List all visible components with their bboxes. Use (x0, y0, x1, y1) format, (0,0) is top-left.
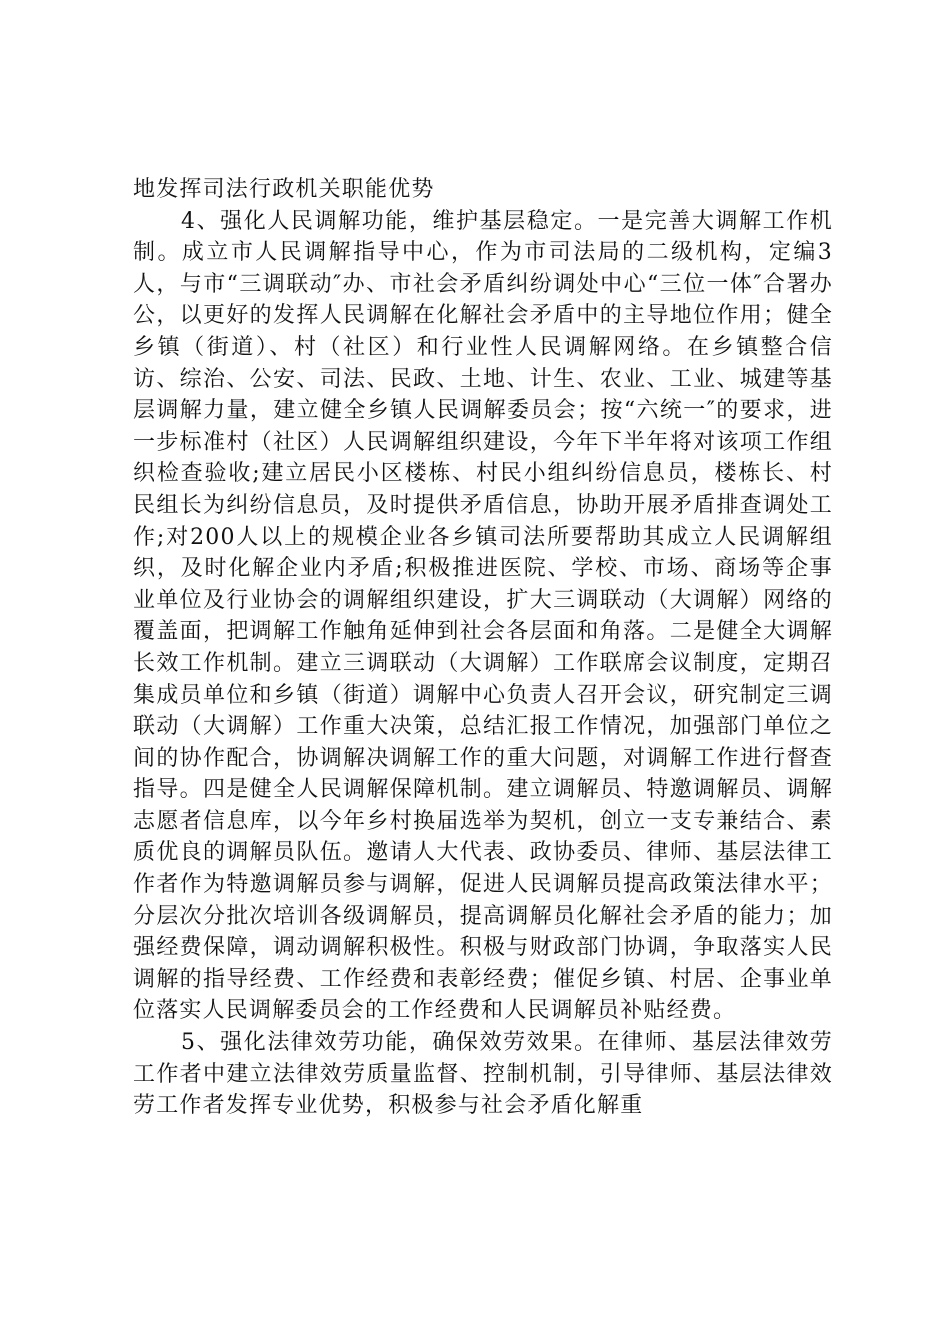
paragraph-legal-service: 5、强化法律效劳功能，确保效劳效果。在律师、基层法律效劳工作者中建立法律效劳质量监督、控制机制，引导律师、基层法律效劳工作者发挥专业优势，积极参与社会矛盾化解重 (133, 1030, 833, 1119)
document-body (133, 174, 833, 1122)
paragraph-mediation: 4、强化人民调解功能，维护基层稳定。一是完善大调解工作机制。成立市人民调解指导中心，作为市司法局的二级机构，定编3人，与市“三调联动″办、市社会矛盾纠纷调处中心“三位一体″合署办公，以更好的发挥人民调解在化解社会矛盾中的主导地位作用；健全乡镇（街道）、村（社区）和行业性人民调解网络。在乡镇整合信访、综治、公安、司法、民政、土地、计生、农业、工业、城建等基层调解力量，建立健全乡镇人民调解委员会；按“六统一″的要求，进一步标准村（社区）人民调解组织建设，今年下半年将对该项工作组织检查验收;建立居民小区楼栋、村民小组纠纷信息员，楼栋长、村民组长为纠纷信息员，及时提供矛盾信息，协助开展矛盾排查调处工作;对200人以上的规模企业各乡镇司法所要帮助其成立人民调解组织，及时化解企业内矛盾;积极推进医院、学校、市场、商场等企事业单位及行业协会的调解组织建设，扩大三调联动（大调解）网络的覆盖面，把调解工作触角延伸到社会各层面和角落。二是健全大调解长效工作机制。建立三调联动（大调解）工作联席会议制度，定期召集成员单位和乡镇（街道）调解中心负责人召开会议，研究制定三调联动（大调解）工作重大决策，总结汇报工作情况，加强部门单位之间的协作配合，协调解决调解工作的重大问题，对调解工作进行督查指导。四是健全人民调解保障机制。建立调解员、特邀调解员、调解志愿者信息库，以今年乡村换届选举为契机，创立一支专兼结合、素质优良的调解员队伍。邀请人大代表、政协委员、律师、基层法律工作者作为特邀调解员参与调解，促进人民调解员提高政策法律水平；分层次分批次培训各级调解员，提高调解员化解社会矛盾的能力；加强经费保障，调动调解积极性。积极与财政部门协调，争取落实人民调解的指导经费、工作经费和表彰经费；催促乡镇、村居、企事业单位落实人民调解委员会的工作经费和人民调解员补贴经费。 (133, 208, 833, 1024)
paragraph-continuation: 地发挥司法行政机关职能优势 (133, 177, 435, 202)
